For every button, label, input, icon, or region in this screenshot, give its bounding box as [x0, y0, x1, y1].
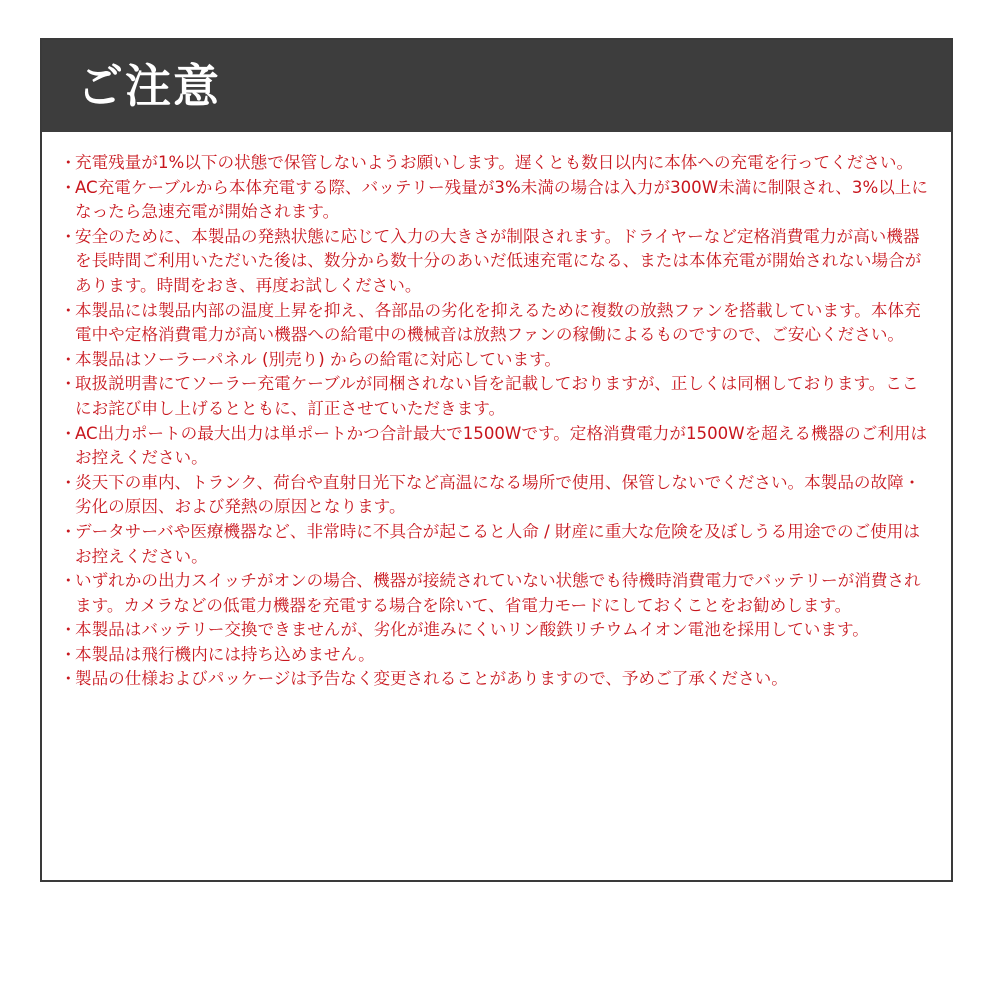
notice-list — [42, 132, 951, 692]
notice-item-text: 安全のために、本製品の発熱状態に応じて入力の大きさが制限されます。ドライヤーなど定格消費電力が高い機器を長時間ご利用いただいた後は、数分から数十分のあいだ低速充電になる、または本体充電が開始されない場合があります。時間をおき、再度お試しください。 — [75, 226, 922, 295]
bullet-mark: ・ — [60, 226, 77, 246]
bullet-mark: ・ — [60, 472, 77, 492]
notice-item-text: 充電残量が1%以下の状態で保管しないようお願いします。遅くとも数日以内に本体への充電を行ってください。 — [75, 153, 914, 172]
notice-item — [60, 643, 931, 668]
notice-item — [60, 520, 931, 569]
bullet-mark: ・ — [60, 620, 77, 640]
bullet-mark: ・ — [60, 349, 77, 369]
bullet-mark: ・ — [60, 423, 77, 443]
bullet-mark: ・ — [60, 153, 77, 172]
notice-item — [60, 667, 931, 692]
notice-item — [60, 151, 931, 176]
notice-box — [40, 38, 953, 882]
notice-item-text: 本製品はバッテリー交換できませんが、劣化が進みにくいリン酸鉄リチウムイオン電池を採用しています。 — [75, 620, 869, 640]
notice-item — [60, 372, 931, 421]
bullet-mark: ・ — [60, 644, 77, 664]
notice-item-text: 本製品は飛行機内には持ち込めません。 — [75, 644, 375, 664]
notice-item — [60, 569, 931, 618]
notice-item — [60, 422, 931, 471]
notice-item-text: 本製品はソーラーパネル (別売り) からの給電に対応しています。 — [75, 349, 561, 369]
notice-item-text: 本製品には製品内部の温度上昇を抑え、各部品の劣化を抑えるために複数の放熱ファンを搭載しています。本体充電中や定格消費電力が高い機器への給電中の機械音は放熱ファンの稼働によるものですので、ご安心ください。 — [75, 300, 921, 345]
notice-item — [60, 299, 931, 348]
notice-item-text: 炎天下の車内、トランク、荷台や直射日光下など高温になる場所で使用、保管しないでください。本製品の故障・劣化の原因、および発熱の原因となります。 — [75, 472, 921, 517]
notice-item-text: いずれかの出力スイッチがオンの場合、機器が接続されていない状態でも待機時消費電力でバッテリーが消費されます。カメラなどの低電力機器を充電する場合を除いて、省電力モードにしておくことをお勧めします。 — [75, 571, 921, 615]
notice-item-text: AC充電ケーブルから本体充電する際、バッテリー残量が3%未満の場合は入力が300W未満に制限され、3%以上になったら急速充電が開始されます。 — [75, 177, 928, 222]
bullet-mark: ・ — [60, 374, 77, 394]
bullet-mark: ・ — [60, 669, 77, 689]
notice-item — [60, 225, 931, 299]
bullet-mark: ・ — [60, 300, 77, 320]
notice-item — [60, 176, 931, 225]
notice-item-text: 取扱説明書にてソーラー充電ケーブルが同梱されない旨を記載しておりますが、正しくは同梱しております。ここにお詫び申し上げるとともに、訂正させていただきます。 — [75, 374, 919, 418]
bullet-mark: ・ — [60, 177, 77, 197]
notice-item-text: AC出力ポートの最大出力は単ポートかつ合計最大で1500Wです。定格消費電力が1500Wを超える機器のご利用はお控えください。 — [75, 423, 928, 468]
notice-item — [60, 348, 931, 373]
bullet-mark: ・ — [60, 521, 77, 541]
bullet-mark: ・ — [60, 571, 77, 591]
notice-item-text: 製品の仕様およびパッケージは予告なく変更されることがありますので、予めご了承ください。 — [75, 669, 788, 689]
notice-item — [60, 618, 931, 643]
notice-item-text: データサーバや医療機器など、非常時に不具合が起こると人命 / 財産に重大な危険を及ぼしうる用途でのご使用はお控えください。 — [75, 521, 920, 566]
notice-header — [42, 40, 951, 132]
notice-item — [60, 471, 931, 520]
notice-title: ご注意 — [77, 59, 221, 113]
